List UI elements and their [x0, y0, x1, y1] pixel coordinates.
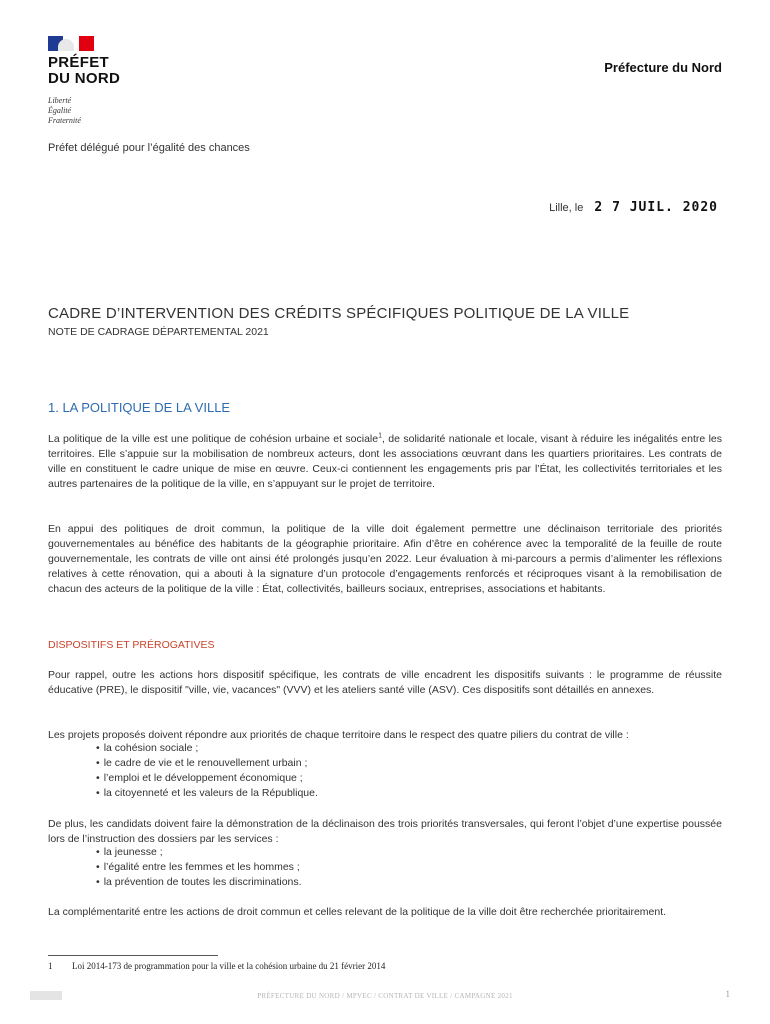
motto-fraternite: Fraternité	[48, 116, 81, 125]
footer-text: PRÉFECTURE DU NORD / MPVEC / CONTRAT DE VILLE / CAMPAGNE 2021	[257, 992, 513, 1000]
logo-line-2: DU NORD	[48, 70, 121, 87]
paragraph-3: Pour rappel, outre les actions hors dispositif spécifique, les contrats de ville encadrent les dispositifs suivants : le programme de réussite éducative (PRE), le dispositif "ville, vie, vacances" (VVV) et les ateliers santé ville (ASV). Ces dispositifs sont détaillés en annexes.	[48, 669, 722, 696]
motto-liberte: Liberté	[48, 96, 72, 105]
paragraph-1-start: La politique de la ville est une politique de cohésion urbaine et sociale	[48, 433, 379, 445]
footnote-divider	[48, 955, 218, 956]
prefecture-name: Préfecture du Nord	[604, 60, 722, 75]
list-item: • l’emploi et le développement économique ;	[96, 771, 696, 786]
date-stamp: 2 7 JUIL. 2020	[594, 200, 718, 215]
pillars-list	[96, 741, 696, 801]
list-item: • la cohésion sociale ;	[96, 741, 696, 756]
list-item: • l’égalité entre les femmes et les hommes ;	[96, 860, 696, 875]
date-line	[549, 200, 718, 215]
paragraph-4: Les projets proposés doivent répondre aux priorités de chaque territoire dans le respect des quatre piliers du contrat de ville :	[48, 729, 629, 741]
paragraph-1-end: , de solidarité nationale et locale, visant à réduire les inégalités entre les territoires. Elle s’appuie sur la mobilisation de nombreux acteurs, dont les associations œuvrant dans les quartiers prioritaires. Les contrats de ville en constituent le cadre unique de mise en œuvre. Ceux-ci contiennent les engagements pris par l’État, les collectivités territoriales et les autres partenaires de la politique de la ville, en s’appuyant sur le projet de territoire.	[48, 433, 723, 490]
document-title: CADRE D’INTERVENTION DES CRÉDITS SPÉCIFIQUES POLITIQUE DE LA VILLE	[48, 305, 630, 322]
list-item: • la prévention de toutes les discriminations.	[96, 875, 696, 890]
motto-egalite: Égalité	[48, 106, 72, 115]
list-item: • la citoyenneté et les valeurs de la République.	[96, 786, 696, 801]
document-subtitle: NOTE DE CADRAGE DÉPARTEMENTAL 2021	[48, 326, 269, 338]
page-number: 1	[725, 989, 730, 999]
footnote-reference[interactable]: 1	[378, 432, 383, 440]
footnote-number: 1	[48, 961, 53, 971]
footnote-text: Loi 2014-173 de programmation pour la ville et la cohésion urbaine du 21 février 2014	[72, 961, 386, 971]
date-prefix: Lille, le	[549, 202, 584, 214]
list-item: • la jeunesse ;	[96, 845, 696, 860]
paragraph-2: En appui des politiques de droit commun, la politique de la ville doit également permettre une déclinaison territoriale des priorités gouvernementales au bénéfice des habitants de la géographie prioritaire. Afin d’être en cohérence avec la temporalité de la feuille de route gouvernementale, les contrats de ville ont ainsi été prolongés jusqu’en 2022. Leur évaluation à mi-parcours a permis d’alimenter les réflexions relatives à cette rénovation, qui a abouti à la signature d’un protocole d’engagements renforcés et réciproques visant à la remobilisation de chacun des acteurs de la politique de la ville : État, collectivités, bailleurs sociaux, entreprises, associations et habitants.	[48, 523, 722, 595]
sender-line: Préfet délégué pour l’égalité des chances	[48, 142, 250, 154]
paragraph-6: La complémentarité entre les actions de droit commun et celles relevant de la politique de la ville doit être recherchée prioritairement.	[48, 906, 667, 918]
section-1-heading: 1. LA POLITIQUE DE LA VILLE	[48, 400, 231, 415]
priorities-list	[96, 845, 696, 890]
list-item: • le cadre de vie et le renouvellement urbain ;	[96, 756, 696, 771]
footnote	[48, 961, 385, 971]
paragraph-1	[48, 432, 722, 492]
logo-line-1: PRÉFET	[48, 54, 109, 71]
republic-motto	[48, 96, 81, 126]
marianne-flag-logo	[48, 36, 94, 51]
subsection-heading: DISPOSITIFS ET PRÉROGATIVES	[48, 639, 215, 651]
paragraph-5: De plus, les candidats doivent faire la démonstration de la déclinaison des trois priorités transversales, qui feront l’objet d’une expertise poussée lors de l’instruction des dossiers par les services :	[48, 818, 722, 845]
prefet-logo-title	[48, 55, 120, 87]
